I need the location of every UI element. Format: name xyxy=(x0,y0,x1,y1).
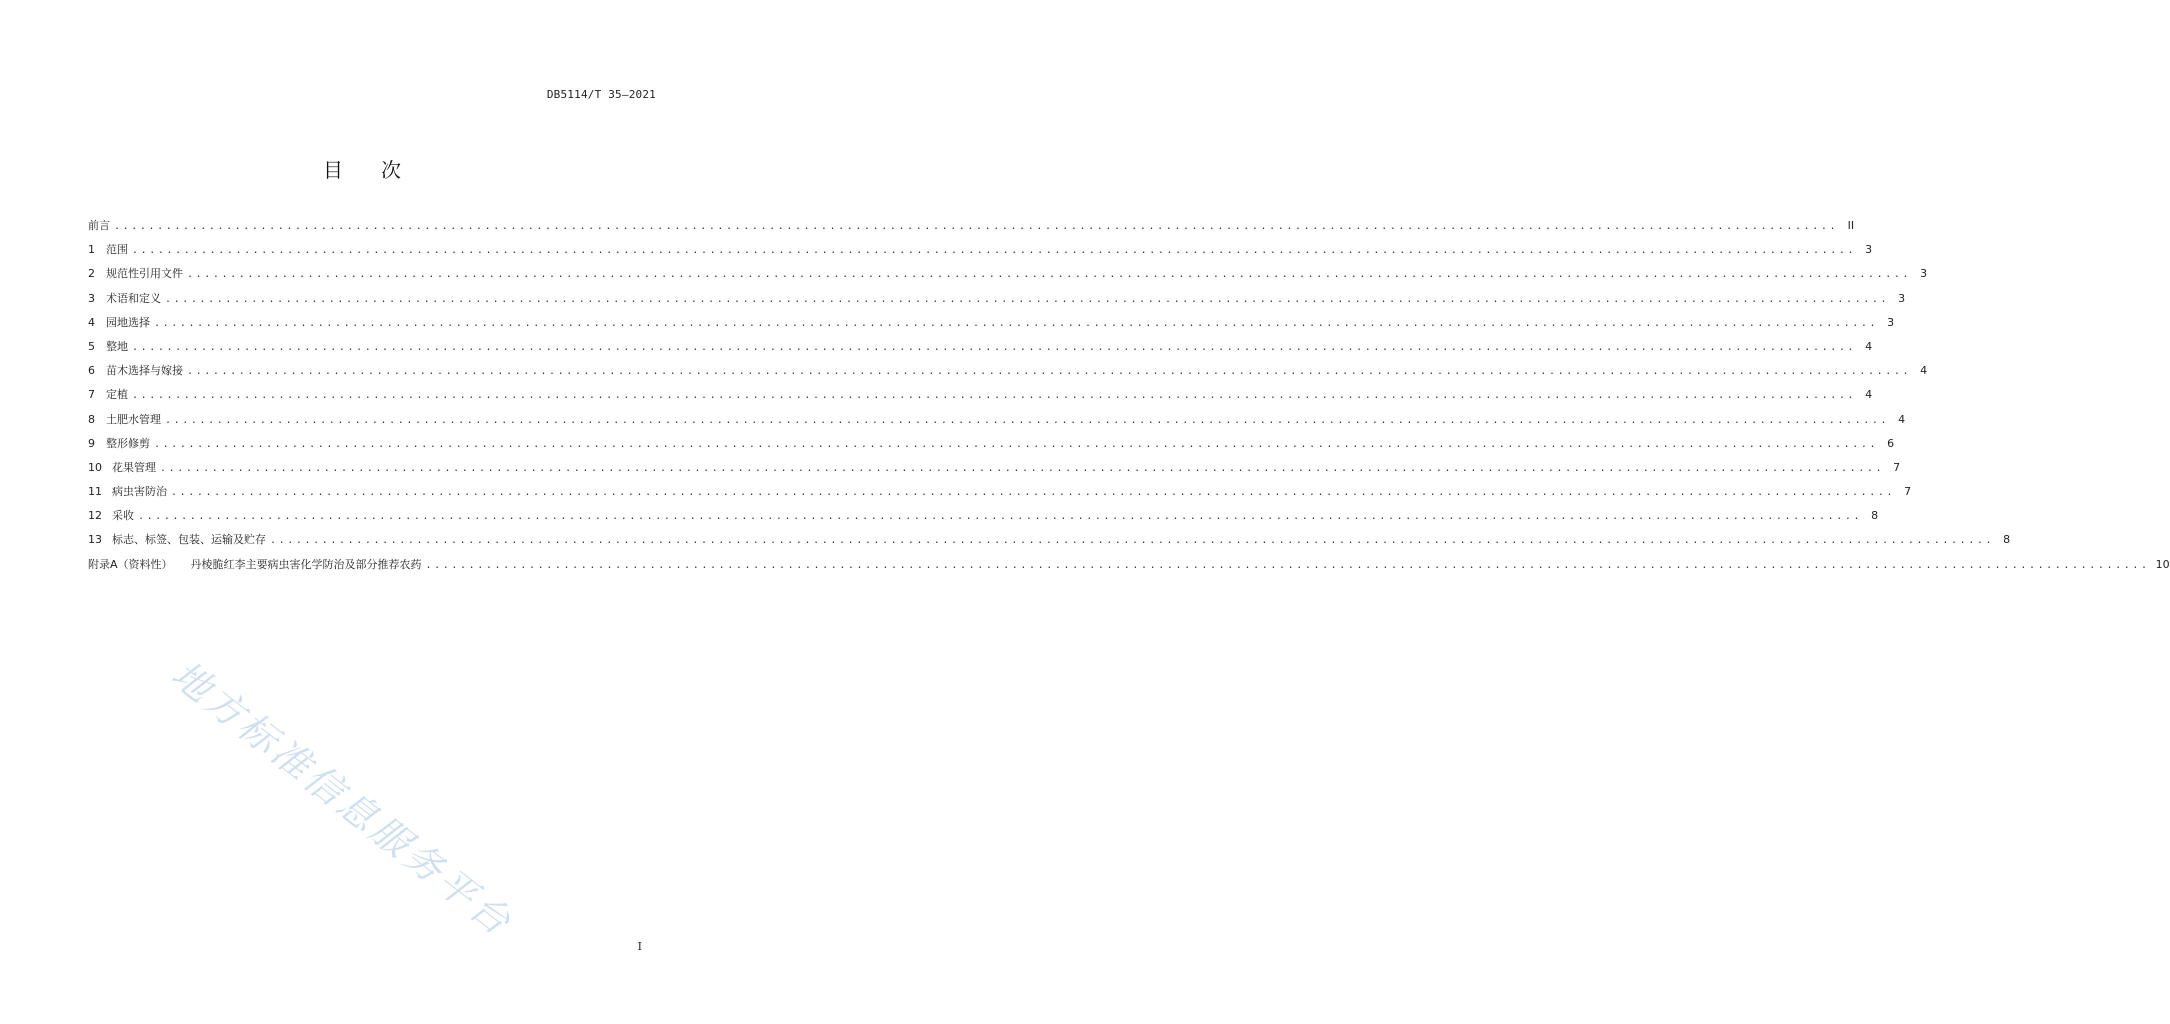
toc-entry-label: 花果管理 xyxy=(112,460,156,474)
toc-entry-label: 标志、标签、包装、运输及贮存 xyxy=(112,533,266,547)
toc-entry[interactable] xyxy=(88,460,1901,484)
toc-entry-label: 园地选择 xyxy=(106,315,150,329)
toc-entry-label: 前言 xyxy=(88,219,110,232)
toc-entry[interactable] xyxy=(88,266,1928,290)
toc-dot-leader: ........................................................................................................................................................................................................ xyxy=(132,341,1857,353)
toc-entry-page: 8 xyxy=(2003,533,2011,547)
toc-dot-leader: ........................................................................................................................................................................................................ xyxy=(187,366,1912,378)
toc-dot-leader: ........................................................................................................................................................................................................ xyxy=(160,462,1885,474)
toc-entry-number: 2 xyxy=(88,267,95,281)
toc-entry-number: 附录A（资料性） xyxy=(88,557,173,571)
toc-entry-number: 10 xyxy=(88,460,102,474)
toc-entry-label: 范围 xyxy=(106,243,128,257)
toc-entry[interactable] xyxy=(88,363,1928,387)
toc-entry-page: 7 xyxy=(1904,485,1912,499)
toc-dot-leader: ........................................................................................................................................................................................................ xyxy=(165,414,1890,426)
toc-entry-page: II xyxy=(1847,219,1855,232)
toc-entry-page: 3 xyxy=(1887,315,1895,329)
toc-entry-number: 8 xyxy=(88,412,95,426)
toc-dot-leader: ........................................................................................................................................................................................................ xyxy=(187,269,1912,281)
toc-entry-page: 4 xyxy=(1920,364,1928,378)
toc-title-char-1: 目 xyxy=(323,158,343,182)
toc-entry[interactable] xyxy=(88,412,1906,436)
page-number: I xyxy=(637,940,642,953)
toc-entry[interactable] xyxy=(88,387,1873,411)
toc-entry-page: 3 xyxy=(1898,291,1906,305)
toc-title-char-2: 次 xyxy=(381,158,401,182)
toc-entry-label: 整形修剪 xyxy=(106,436,150,450)
toc-entry[interactable] xyxy=(88,291,1906,315)
toc-entry[interactable] xyxy=(88,339,1873,363)
toc-entry-number: 3 xyxy=(88,291,95,305)
toc-entry-page: 3 xyxy=(1865,243,1873,257)
toc-dot-leader: ........................................................................................................................................................................................................ xyxy=(154,438,1879,450)
toc-entry-label: 苗木选择与嫁接 xyxy=(106,364,183,378)
toc-dot-leader: ........................................................................................................................................................................................................ xyxy=(165,293,1890,305)
toc-entry-label: 病虫害防治 xyxy=(112,485,167,499)
toc-dot-leader: ........................................................................................................................................................................................................ xyxy=(132,390,1857,402)
toc-entry-label: 定植 xyxy=(106,388,128,402)
toc-dot-leader: ........................................................................................................................................................................................................ xyxy=(114,221,1839,232)
toc-dot-leader: ........................................................................................................................................................................................................ xyxy=(425,559,2150,571)
toc-entry[interactable] xyxy=(88,242,1873,266)
toc-dot-leader: ........................................................................................................................................................................................................ xyxy=(154,317,1879,329)
toc-entry-page: 7 xyxy=(1893,460,1901,474)
toc-entry[interactable] xyxy=(88,315,1895,339)
toc-entry-label: 采收 xyxy=(112,509,134,523)
toc-entry-label: 术语和定义 xyxy=(106,291,161,305)
toc-dot-leader: ........................................................................................................................................................................................................ xyxy=(132,245,1857,257)
toc-entry[interactable] xyxy=(88,484,1912,508)
toc-entry[interactable] xyxy=(88,218,1855,242)
toc-entry-number: 11 xyxy=(88,485,102,499)
toc-dot-leader: ........................................................................................................................................................................................................ xyxy=(138,511,1863,523)
toc-entry-page: 4 xyxy=(1865,339,1873,353)
toc-title xyxy=(0,154,724,183)
toc-entry-label: 丹棱脆红李主要病虫害化学防治及部分推荐农药 xyxy=(190,557,422,571)
toc-entry-page: 6 xyxy=(1887,436,1895,450)
toc-entry-page: 4 xyxy=(1898,412,1906,426)
toc-entry-label: 规范性引用文件 xyxy=(106,267,183,281)
toc-entry-number: 6 xyxy=(88,364,95,378)
toc-entry-label: 土肥水管理 xyxy=(106,412,161,426)
toc-entry[interactable] xyxy=(88,557,2170,581)
toc-entry-page: 10 xyxy=(2155,557,2170,571)
toc-entry-number: 12 xyxy=(88,509,102,523)
toc-entry-number: 7 xyxy=(88,388,95,402)
toc-entry-label: 整地 xyxy=(106,339,128,353)
toc-entry-page: 3 xyxy=(1920,267,1928,281)
toc-dot-leader: ........................................................................................................................................................................................................ xyxy=(171,487,1896,499)
toc-entry-number: 13 xyxy=(88,533,102,547)
table-of-contents xyxy=(88,218,2170,581)
toc-entry[interactable] xyxy=(88,508,1879,532)
toc-entry[interactable] xyxy=(88,532,2011,556)
document-code: DB5114/T 35—2021 xyxy=(546,88,656,101)
watermark: 地方标准信息服务平台 xyxy=(163,652,522,946)
toc-entry-number: 4 xyxy=(88,315,95,329)
toc-entry-number: 1 xyxy=(88,243,95,257)
toc-entry-page: 4 xyxy=(1865,388,1873,402)
toc-entry-page: 8 xyxy=(1871,509,1879,523)
toc-entry[interactable] xyxy=(88,436,1895,460)
toc-entry-number: 9 xyxy=(88,436,95,450)
toc-entry-number: 5 xyxy=(88,339,95,353)
toc-dot-leader: ........................................................................................................................................................................................................ xyxy=(270,535,1995,547)
